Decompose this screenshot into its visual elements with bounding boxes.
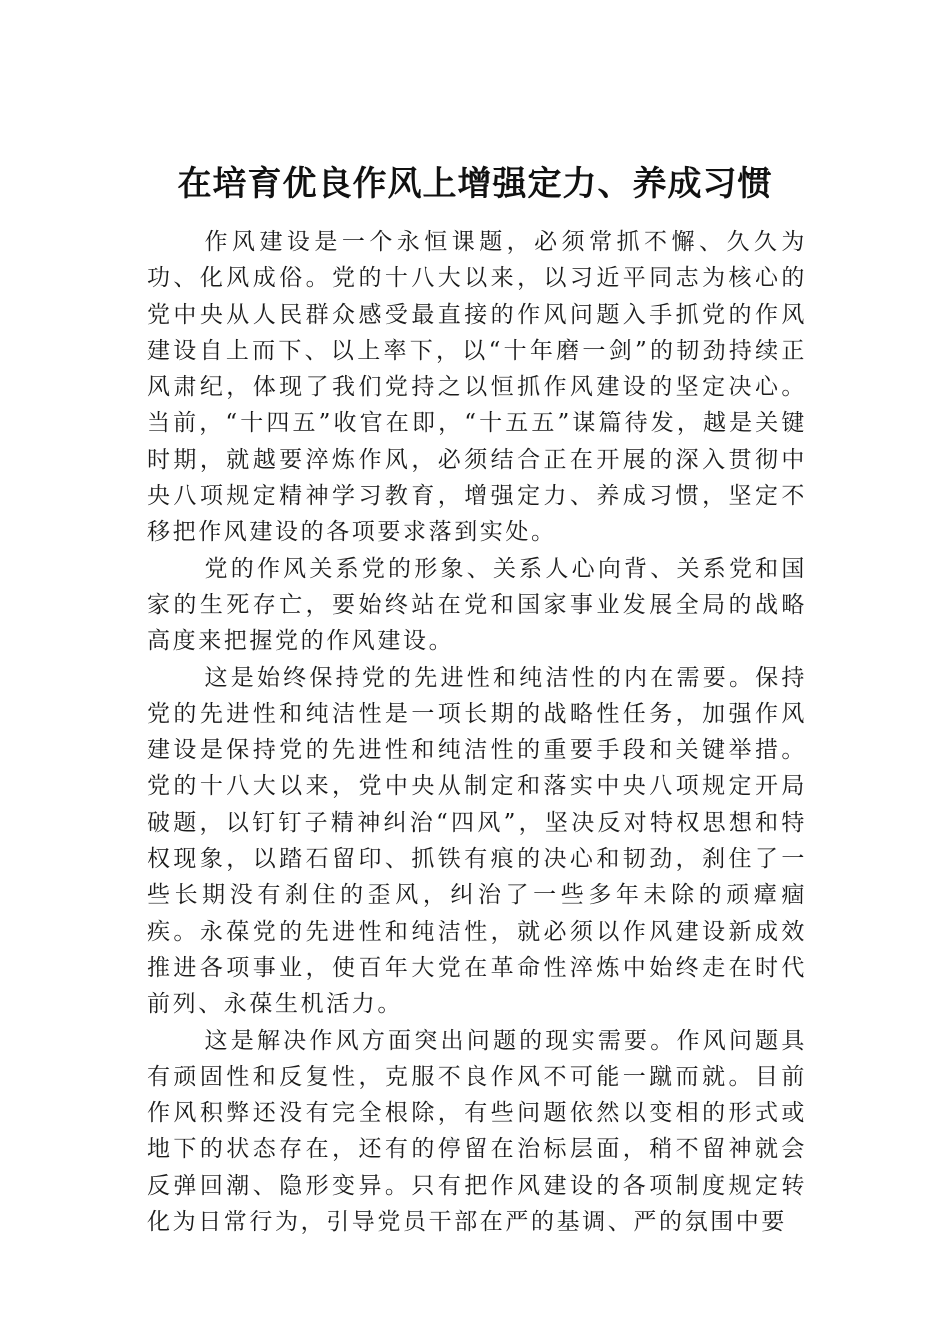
paragraph-1: 作风建设是一个永恒课题，必须常抓不懈、久久为功、化风成俗。党的十八大以来，以习近平同志为核心的党中央从人民群众感受最直接的作风问题入手抓党的作风建设自上而下、以上率下，以“十年磨一剑”的韧劲持续正风肃纪，体现了我们党持之以恒抓作风建设的坚定决心。当前，“十四五”收官在即，“十五五”谋篇待发，越是关键时期，就越要淬炼作风，必须结合正在开展的深入贯彻中央八项规定精神学习教育，增强定力、养成习惯，坚定不移把作风建设的各项要求落到实处。 [147, 229, 807, 546]
paragraph-4: 这是解决作风方面突出问题的现实需要。作风问题具有顽固性和反复性，克服不良作风不可能一蹴而就。目前作风积弊还没有完全根除，有些问题依然以变相的形式或地下的状态存在，还有的停留在治标层面，稍不留神就会反弹回潮、隐形变异。只有把作风建设的各项制度规定转化为日常行为，引导党员干部在严的基调、严的氛围中要 [147, 1027, 807, 1236]
paragraph-2: 党的作风关系党的形象、关系人心向背、关系党和国家的生死存亡，要始终站在党和国家事业发展全局的战略高度来把握党的作风建设。 [147, 555, 807, 655]
document-title: 在培育优良作风上增强定力、养成习惯 [177, 164, 773, 204]
paragraph-3: 这是始终保持党的先进性和纯洁性的内在需要。保持党的先进性和纯洁性是一项长期的战略性任务，加强作风建设是保持党的先进性和纯洁性的重要手段和关键举措。党的十八大以来，党中央从制定和落实中央八项规定开局破题，以钉钉子精神纠治“四风”，坚决反对特权思想和特权现象，以踏石留印、抓铁有痕的决心和韧劲，刹住了一些长期没有刹住的歪风，纠治了一些多年未除的顽瘴痼疾。永葆党的先进性和纯洁性，就必须以作风建设新成效推进各项事业，使百年大党在革命性淬炼中始终走在时代前列、永葆生机活力。 [147, 664, 807, 1018]
document-body [147, 224, 807, 1240]
